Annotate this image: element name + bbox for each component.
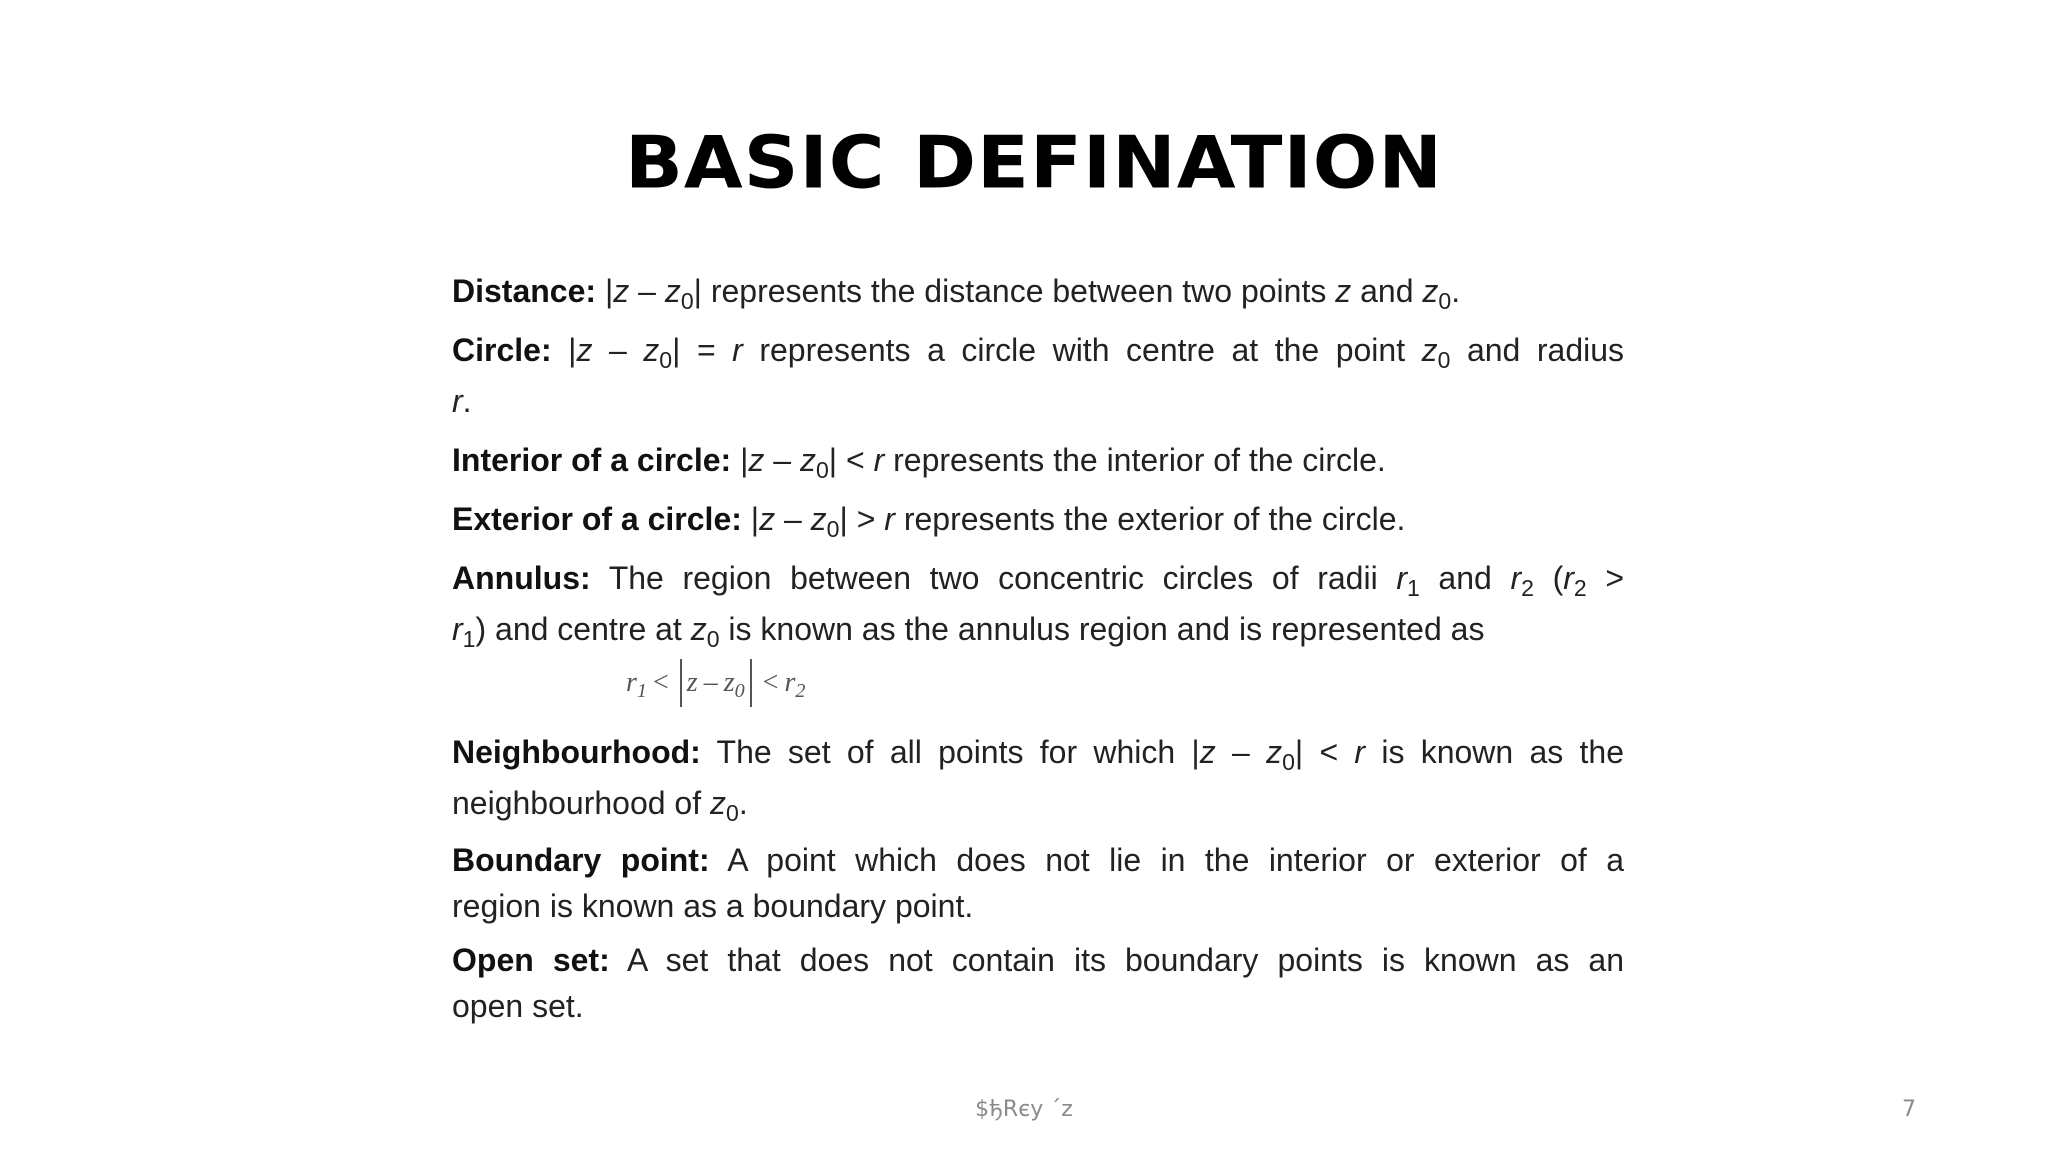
term-open-set: Open set: — [452, 942, 610, 978]
definition-annulus: Annulus: The region between two concentric circles of radii $r_1$ and $r_2$ ($r_2$ > $r_1$) and centre at $z_0$ is known as the annulus region and is represented as $r_1$ < z – $z_0$ < $r_2$ — [452, 553, 1624, 727]
term-circle: Circle: — [452, 332, 552, 368]
definition-distance — [452, 266, 1624, 317]
term-interior: Interior of a circle: — [452, 442, 732, 478]
text-circle: $|z - z_0| = r$ represents a circle with centre at the point $z_0$ and radius — [568, 332, 1625, 373]
term-exterior: Exterior of a circle: — [452, 501, 742, 537]
footer-author: $ђRєy ´z — [975, 1097, 1073, 1122]
definition-neighbourhood: Neighbourhood: The set of all points for which $|z - z_0| < r$ is known as the neighbourhood of $z_0$. — [452, 734, 1625, 826]
term-annulus: Annulus: — [452, 560, 591, 596]
term-distance: Distance: — [452, 273, 597, 309]
term-boundary-point: Boundary point: — [452, 842, 710, 878]
text-annulus: The region between two concentric circles of radii $r_1$ and $r_2$ ($r_2$ > — [608, 560, 1625, 601]
definitions-list — [452, 266, 1624, 1029]
text-distance: $|z - z_0|$ represents the distance between two points z and $z_0$. — [604, 273, 1461, 314]
text-neighbourhood: The set of all points for which $|z - z_0| < r$ is known as the — [716, 734, 1625, 775]
text-boundary-point: A point which does not lie in the interior or exterior of a — [727, 842, 1625, 878]
definition-exterior — [452, 494, 1624, 545]
text-interior: $|z - z_0| < r$ represents the interior of the circle. — [740, 442, 1386, 483]
text-exterior: $|z - z_0| > r$ represents the exterior of the circle. — [750, 501, 1406, 542]
definition-boundary-point: Boundary point: A point which does not lie in the interior or exterior of a region is known as a boundary point. — [452, 842, 1625, 924]
annulus-formula: $r_1$ < z – $z_0$ < $r_2$ — [626, 659, 805, 707]
page-number: 7 — [1902, 1097, 1916, 1122]
definition-open-set: Open set: A set that does not contain its boundary points is known as an open set. — [452, 942, 1625, 1024]
slide-title: BASIC DEFINATION — [624, 120, 1444, 205]
definition-circle: Circle: $|z - z_0| = r$ represents a circle with centre at the point $z_0$ and radius r. — [452, 332, 1625, 419]
definition-interior — [452, 435, 1624, 486]
text-open-set: A set that does not contain its boundary points is known as an — [627, 942, 1625, 978]
term-neighbourhood: Neighbourhood: — [452, 734, 701, 770]
